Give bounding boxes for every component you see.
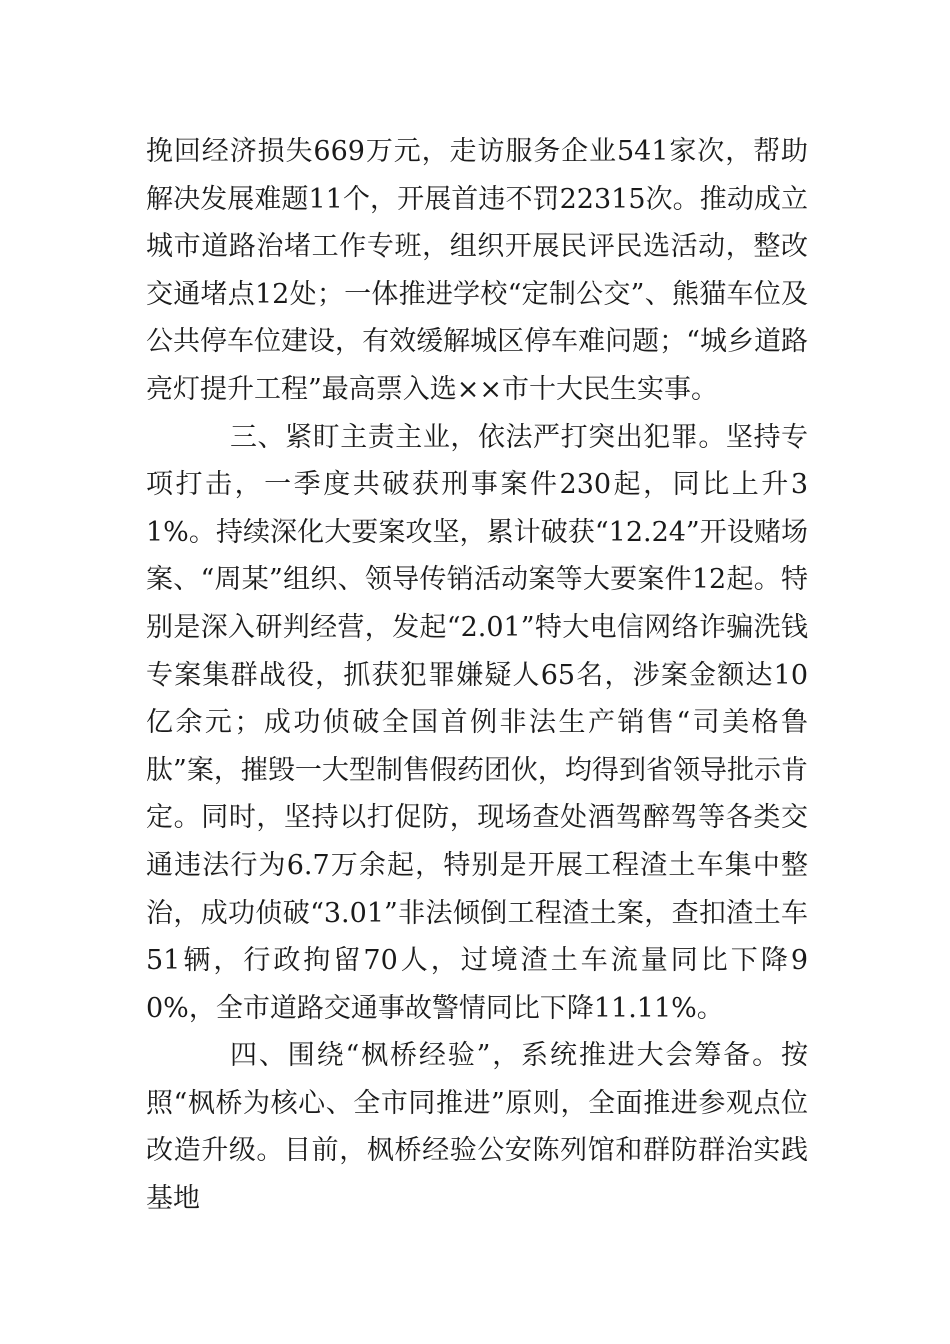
paragraph-continuation: 挽回经济损失669万元，走访服务企业541家次，帮助解决发展难题11个，开展首违不罚22315次。推动成立城市道路治堵工作专班，组织开展民评民选活动，整改交通堵点12处；一体推进学校“定制公交”、熊猫车位及公共停车位建设，有效缓解城区停车难问题；“城乡道路亮灯提升工程”最高票入选××市十大民生实事。 xyxy=(146,136,808,405)
paragraph-section-four: 四、围绕“枫桥经验”，系统推进大会筹备。按照“枫桥为核心、全市同推进”原则，全面推进参观点位改造升级。目前，枫桥经验公安陈列馆和群防群治实践基地 xyxy=(146,1040,808,1215)
paragraph-section-three: 三、紧盯主责主业，依法严打突出犯罪。坚持专项打击，一季度共破获刑事案件230起，同比上升31%。持续深化大要案攻坚，累计破获“12.24”开设赌场案、“周某”组织、领导传销活动案等大要案件12起。特别是深入研判经营，发起“2.01”特大电信网络诈骗洗钱专案集群战役，抓获犯罪嫌疑人65名，涉案金额达10亿余元；成功侦破全国首例非法生产销售“司美格鲁肽”案，摧毁一大型制售假药团伙，均得到省领导批示肯定。同时，坚持以打促防，现场查处酒驾醉驾等各类交通违法行为6.7万余起，特别是开展工程渣土车集中整治，成功侦破“3.01”非法倾倒工程渣土案，查扣渣土车51辆，行政拘留70人，过境渣土车流量同比下降90%，全市道路交通事故警情同比下降11.11%。 xyxy=(146,421,808,1024)
document-body xyxy=(146,128,808,1223)
